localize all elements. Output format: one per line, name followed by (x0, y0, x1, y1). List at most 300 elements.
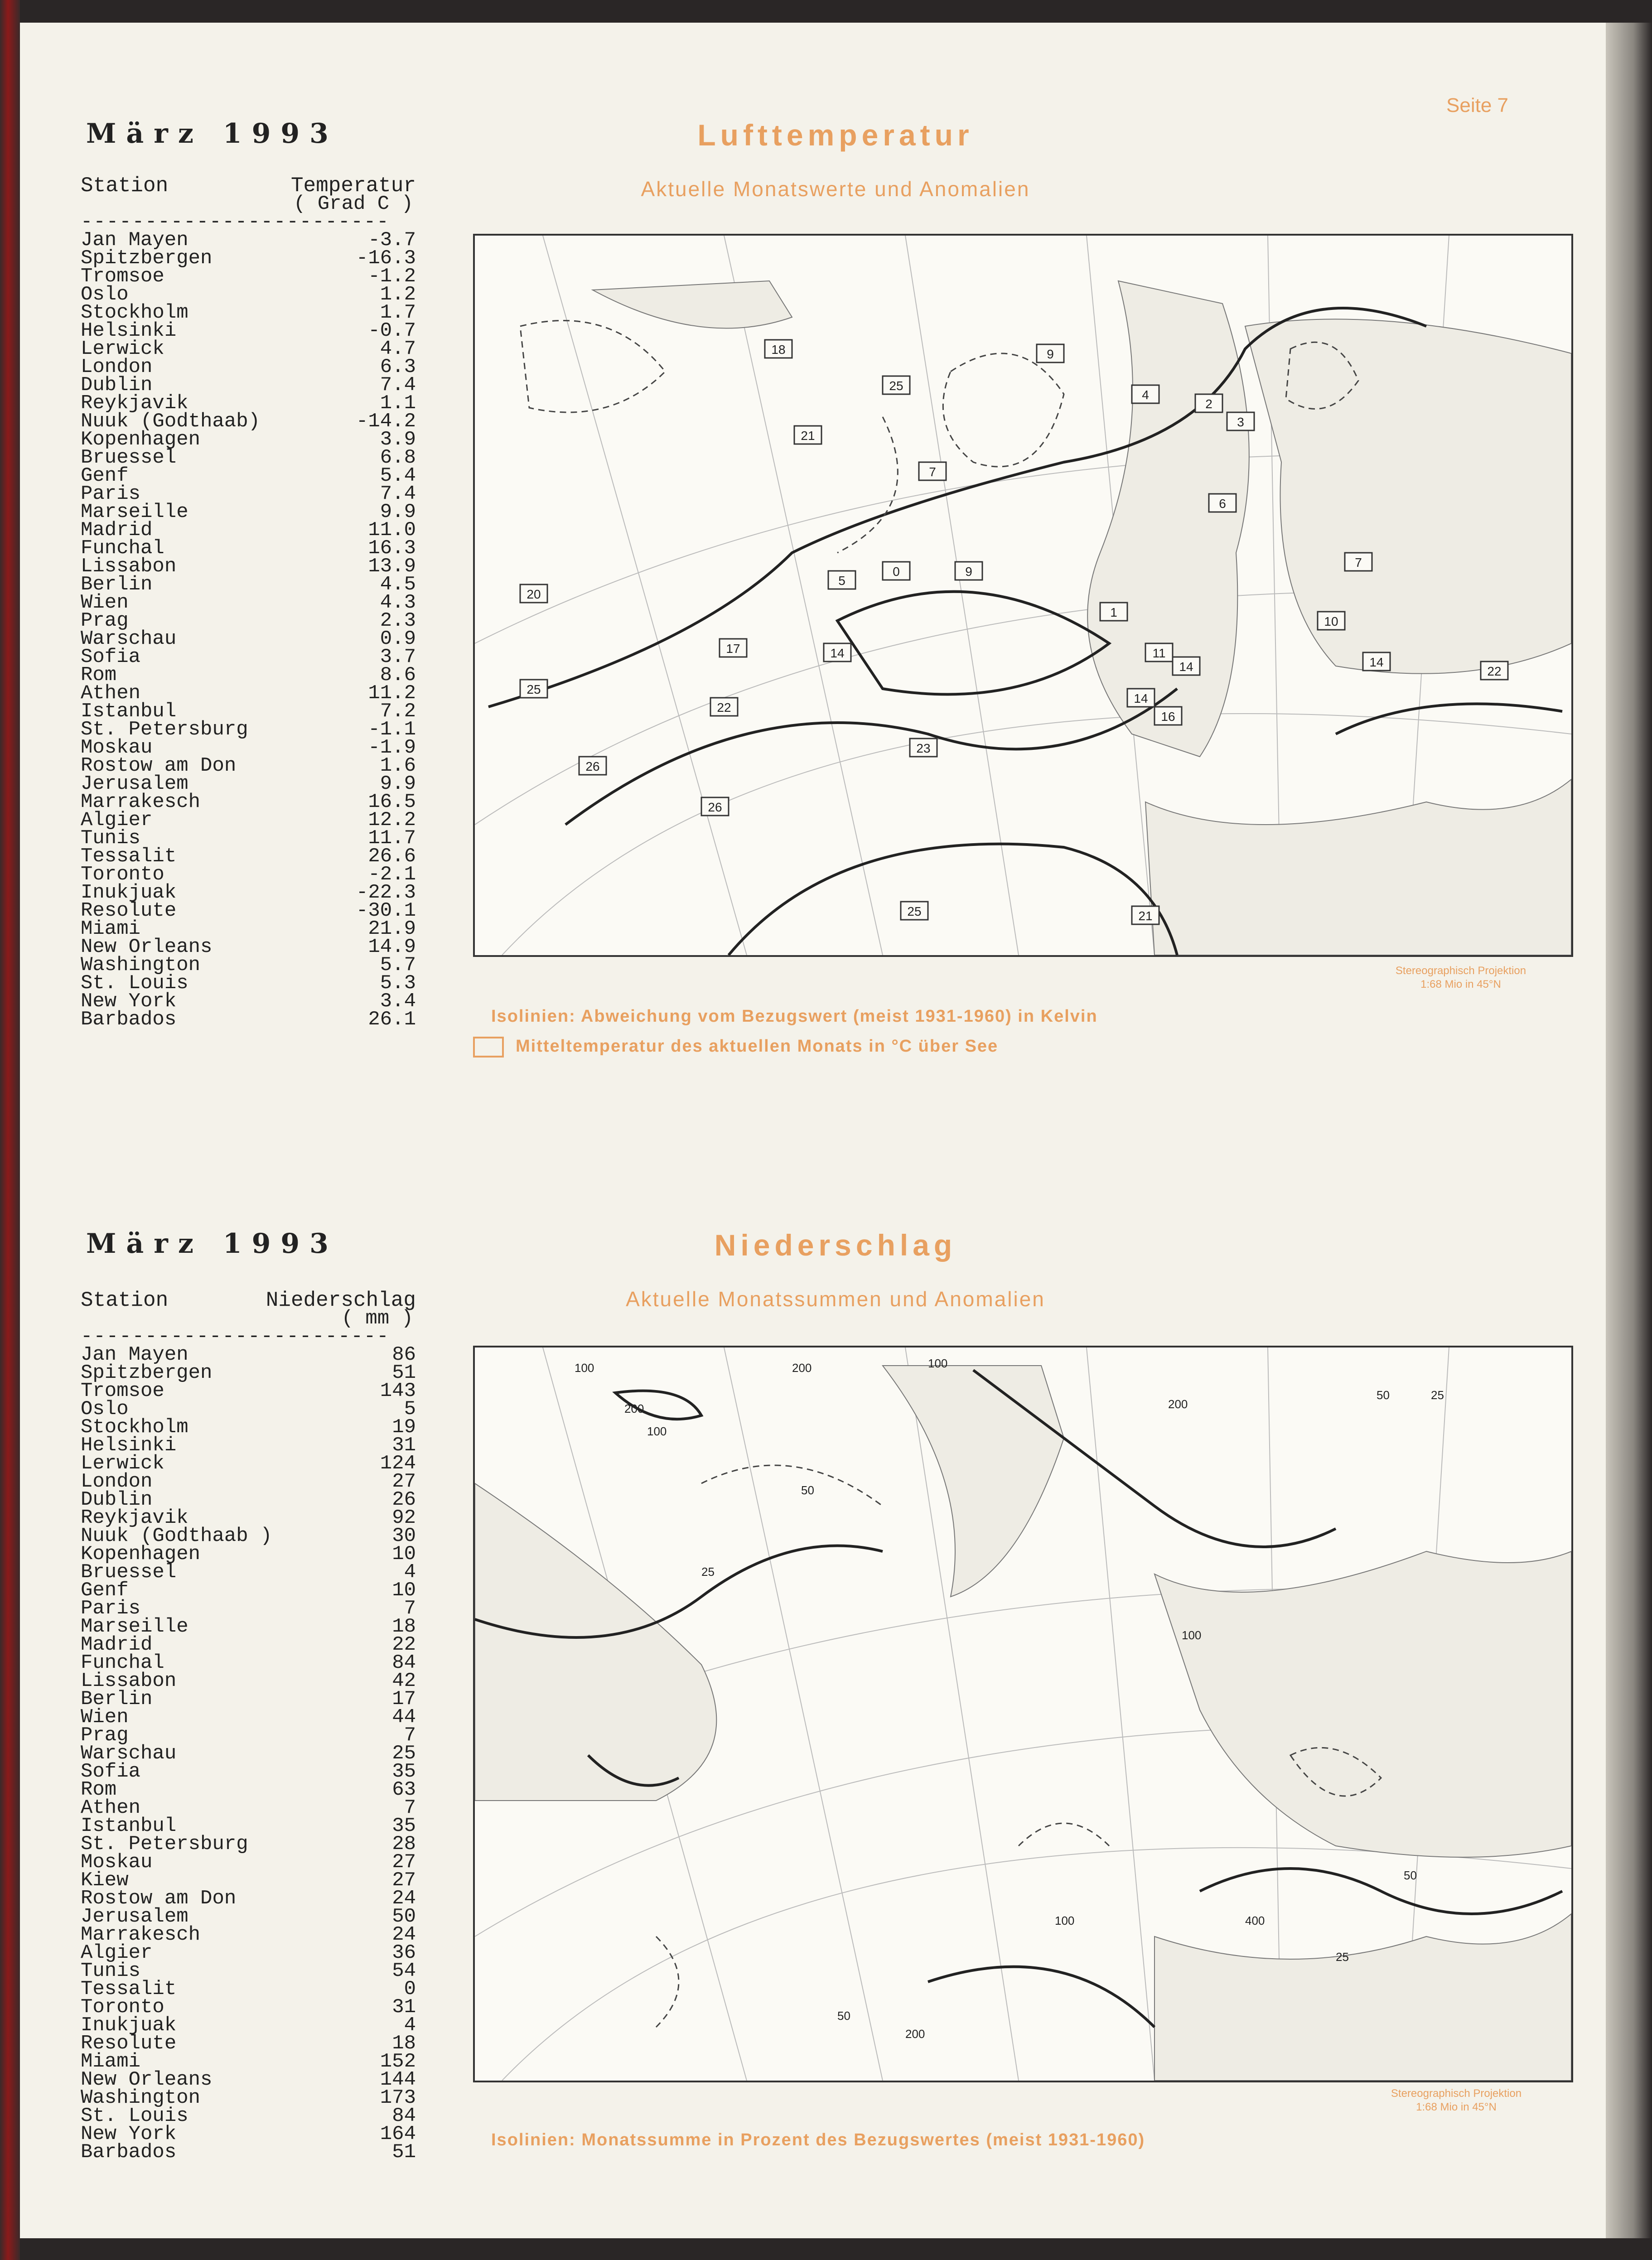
station-value: 13.9 (368, 555, 416, 578)
svg-text:14: 14 (830, 646, 845, 660)
table-row (81, 2086, 416, 2109)
section-subtitle: Aktuelle Monatssummen und Anomalien (626, 1287, 1045, 1311)
isoline-label: 25 (1431, 1388, 1444, 1402)
table-row (81, 1996, 416, 2019)
sea-temperature-box (883, 562, 910, 580)
station-name: Stockholm (81, 1416, 188, 1439)
table-row (81, 1579, 416, 1602)
isoline-label: 100 (1055, 1914, 1075, 1927)
svg-text:7: 7 (929, 465, 936, 479)
sea-temperature-box (1173, 657, 1200, 675)
table-row (81, 845, 416, 868)
table-row (81, 301, 416, 324)
table-row (81, 609, 416, 632)
legend-isolines: Isolinien: Abweichung vom Bezugswert (meist 1931-1960) in Kelvin (491, 1007, 1098, 1026)
station-value: 35 (392, 1815, 416, 1837)
book-binding (0, 0, 20, 2260)
station-name: Prag (81, 1724, 129, 1747)
table-row (81, 591, 416, 614)
table-row (81, 231, 416, 249)
table-row (81, 1869, 416, 1892)
legend-box-icon (473, 1037, 504, 1058)
station-value: 3.9 (380, 428, 416, 451)
station-value: 17 (392, 1688, 416, 1710)
sea-temperature-box (720, 639, 747, 657)
svg-text:2: 2 (1205, 397, 1212, 411)
station-value: 0 (404, 1978, 416, 2000)
month-heading: März 1993 (86, 118, 338, 150)
station-name: Genf (81, 464, 129, 487)
station-name: Washington (81, 2086, 201, 2109)
svg-text:4: 4 (1142, 388, 1149, 402)
station-value: 26.6 (368, 845, 416, 868)
station-name: Jerusalem (81, 773, 188, 795)
sea-temperature-box (824, 643, 851, 662)
station-value: 22 (392, 1633, 416, 1656)
station-name: Prag (81, 609, 129, 632)
table-row (81, 630, 416, 648)
station-value: 44 (392, 1706, 416, 1729)
station-value: 84 (392, 1652, 416, 1674)
table-row (81, 340, 416, 358)
table-row (81, 2125, 416, 2143)
table-row (81, 247, 416, 270)
table-row (81, 700, 416, 723)
station-name: Athen (81, 682, 141, 705)
station-value: -30.1 (356, 899, 416, 922)
svg-text:16: 16 (1161, 710, 1175, 724)
table-row (81, 555, 416, 578)
station-name: Resolute (81, 899, 177, 922)
station-name: Miami (81, 918, 141, 940)
station-value: 6.8 (380, 446, 416, 469)
sea-temperature-box (1209, 494, 1236, 512)
station-name: Spitzbergen (81, 247, 213, 270)
svg-text:25: 25 (907, 904, 922, 918)
table-rule: ------------------------ (81, 1328, 390, 1346)
station-name: Lerwick (81, 338, 164, 360)
station-value: 27 (392, 1851, 416, 1874)
isoline-label: 200 (905, 2027, 925, 2041)
table-row (81, 2143, 416, 2161)
sea-temperature-box (1345, 553, 1372, 571)
table-row (81, 485, 416, 503)
station-name: Resolute (81, 2032, 177, 2055)
section-title: Lufttemperatur (697, 118, 974, 152)
svg-text:14: 14 (1179, 660, 1193, 674)
table-row (81, 2068, 416, 2091)
svg-text:22: 22 (1487, 664, 1502, 678)
table-row (81, 285, 416, 304)
isoline-label: 100 (1182, 1628, 1202, 1642)
station-name: Bruessel (81, 446, 177, 469)
table-row (81, 1545, 416, 1563)
station-name: Lerwick (81, 1452, 164, 1475)
station-name: Reykjavik (81, 1507, 188, 1529)
precipitation-map-graphic (475, 1347, 1571, 2081)
station-name: Sofia (81, 646, 141, 668)
station-value: -3.7 (368, 229, 416, 251)
sea-temperature-box (1127, 689, 1154, 707)
sea-temperature-box (520, 680, 547, 698)
table-row (81, 503, 416, 521)
station-value: -1.1 (368, 718, 416, 741)
station-value: 124 (380, 1452, 416, 1475)
station-value: 86 (392, 1343, 416, 1366)
table-row (81, 537, 416, 560)
station-value: -1.2 (368, 265, 416, 288)
isoline-label: 25 (701, 1565, 715, 1579)
table-row (81, 446, 416, 469)
station-name: Helsinki (81, 319, 177, 342)
table-row (81, 1509, 416, 1527)
station-name: Nuuk (Godthaab ) (81, 1525, 272, 1547)
station-value: 5.3 (380, 972, 416, 995)
sea-temperature-box (794, 426, 821, 444)
legend-sea-temperature (473, 1037, 998, 1058)
station-value: 1.1 (380, 392, 416, 415)
station-name: Lissabon (81, 555, 177, 578)
svg-text:17: 17 (726, 642, 740, 656)
table-row (81, 1962, 416, 1980)
station-name: Jan Mayen (81, 229, 188, 251)
svg-text:25: 25 (889, 379, 903, 393)
station-name: Tunis (81, 1960, 141, 1982)
table-row (81, 1633, 416, 1656)
station-value: -22.3 (356, 881, 416, 904)
station-name: St. Louis (81, 972, 188, 995)
table-row (81, 1400, 416, 1418)
station-value: 24 (392, 1923, 416, 1946)
sea-temperature-box (710, 698, 738, 716)
station-value: 11.7 (368, 827, 416, 850)
table-row (81, 2014, 416, 2037)
table-row (81, 811, 416, 829)
station-name: Paris (81, 1597, 141, 1620)
sea-temperature-box (1363, 652, 1390, 671)
table-row (81, 1887, 416, 1910)
table-row (81, 521, 416, 539)
station-name: Kiew (81, 1869, 129, 1892)
station-name: Berlin (81, 573, 153, 596)
svg-text:6: 6 (1219, 497, 1226, 511)
station-name: Wien (81, 591, 129, 614)
station-value: 28 (392, 1833, 416, 1855)
sea-temperature-box (901, 902, 928, 920)
month-heading: März 1993 (86, 1228, 338, 1260)
svg-text:9: 9 (1047, 347, 1054, 361)
station-name: Istanbul (81, 700, 177, 723)
svg-text:3: 3 (1237, 415, 1244, 429)
projection-scale: 1:68 Mio in 45°N (1416, 2101, 1497, 2113)
table-row (81, 1980, 416, 1998)
table-row (81, 575, 416, 594)
station-value: 31 (392, 1434, 416, 1457)
table-row (81, 2052, 416, 2071)
table-row (81, 956, 416, 974)
station-name: Marseille (81, 501, 188, 523)
svg-text:21: 21 (1138, 909, 1153, 923)
station-value: 16.3 (368, 537, 416, 560)
station-name: Barbados (81, 2141, 177, 2163)
station-value: 7 (404, 1724, 416, 1747)
station-name: Rom (81, 1778, 117, 1801)
station-value: 1.6 (380, 754, 416, 777)
station-value: 51 (392, 2141, 416, 2163)
sea-temperature-box (1481, 662, 1508, 680)
table-header (81, 1289, 416, 1312)
sea-temperature-box (1145, 643, 1173, 662)
table-row (81, 392, 416, 415)
sea-temperature-box (1154, 707, 1182, 725)
svg-text:21: 21 (801, 429, 815, 443)
svg-text:14: 14 (1134, 691, 1148, 705)
table-row (81, 1343, 416, 1366)
table-row (81, 1470, 416, 1493)
sea-temperature-box (1132, 385, 1159, 403)
station-value: 1.7 (380, 301, 416, 324)
column-header-value: Temperatur (290, 174, 416, 198)
table-row (81, 1941, 416, 1964)
station-value: 35 (392, 1760, 416, 1783)
station-name: Reykjavik (81, 392, 188, 415)
station-name: Paris (81, 483, 141, 505)
station-value: 2.3 (380, 609, 416, 632)
station-value: 11.0 (368, 519, 416, 541)
station-value: 26 (392, 1488, 416, 1511)
station-value: 7 (404, 1796, 416, 1819)
station-value: 92 (392, 1507, 416, 1529)
station-name: Istanbul (81, 1815, 177, 1837)
station-value: 30 (392, 1525, 416, 1547)
sea-temperature-box (1227, 412, 1254, 430)
station-name: Madrid (81, 1633, 153, 1656)
station-name: Moskau (81, 1851, 153, 1874)
table-row (81, 2107, 416, 2125)
isoline-label: 200 (792, 1361, 812, 1375)
station-value: 5.4 (380, 464, 416, 487)
station-value: 7.4 (380, 483, 416, 505)
table-row (81, 881, 416, 904)
station-value: 18 (392, 2032, 416, 2055)
station-name: Jerusalem (81, 1905, 188, 1928)
station-name: Nuuk (Godthaab) (81, 410, 261, 433)
table-row (81, 1010, 416, 1029)
column-unit: ( mm ) (341, 1307, 413, 1330)
table-row (81, 1454, 416, 1473)
station-name: Helsinki (81, 1434, 177, 1457)
station-name: Barbados (81, 1008, 177, 1031)
station-table (81, 1291, 416, 2161)
table-row (81, 1817, 416, 1835)
station-value: 6.3 (380, 356, 416, 378)
station-value: 8.6 (380, 664, 416, 686)
table-row (81, 1851, 416, 1874)
table-row (81, 1615, 416, 1638)
station-value: 4.7 (380, 338, 416, 360)
table-row (81, 376, 416, 394)
station-value: 10 (392, 1543, 416, 1565)
projection-label: Stereographisch Projektion (1391, 2087, 1522, 2100)
station-name: Jan Mayen (81, 1343, 188, 1366)
table-body (81, 231, 416, 1029)
table-row (81, 2032, 416, 2055)
sea-temperature-box (919, 462, 946, 480)
svg-text:5: 5 (838, 574, 845, 588)
table-row (81, 1923, 416, 1946)
station-name: Marrakesch (81, 1923, 201, 1946)
station-name: Wien (81, 1706, 129, 1729)
table-row (81, 1364, 416, 1382)
svg-text:1: 1 (1110, 605, 1117, 619)
table-row (81, 1434, 416, 1457)
isoline-label: 400 (1245, 1914, 1265, 1927)
station-value: 143 (380, 1380, 416, 1402)
station-name: Tromsoe (81, 265, 164, 288)
station-value: 27 (392, 1869, 416, 1892)
sea-temperature-box (1132, 906, 1159, 924)
station-name: Genf (81, 1579, 129, 1602)
svg-text:26: 26 (585, 759, 600, 773)
svg-text:9: 9 (965, 565, 972, 579)
station-value: 24 (392, 1887, 416, 1910)
station-value: 19 (392, 1416, 416, 1439)
station-name: Kopenhagen (81, 428, 201, 451)
table-row (81, 1672, 416, 1690)
station-name: Oslo (81, 1398, 129, 1420)
table-row (81, 1527, 416, 1545)
table-row (81, 666, 416, 684)
table-row (81, 1744, 416, 1763)
table-row (81, 1907, 416, 1926)
station-name: Funchal (81, 537, 164, 560)
precipitation-map (473, 1346, 1573, 2082)
station-value: 31 (392, 1996, 416, 2019)
station-value: -2.1 (368, 863, 416, 886)
station-value: 144 (380, 2068, 416, 2091)
svg-text:20: 20 (527, 587, 541, 601)
page-edge (1606, 23, 1652, 2238)
table-row (81, 1382, 416, 1400)
station-name: Oslo (81, 283, 129, 306)
projection-scale: 1:68 Mio in 45°N (1420, 978, 1501, 990)
station-name: Rostow am Don (81, 754, 237, 777)
projection-label: Stereographisch Projektion (1395, 965, 1526, 977)
station-name: Inukjuak (81, 2014, 177, 2037)
svg-text:18: 18 (771, 343, 786, 357)
isoline-label: 200 (1168, 1397, 1188, 1411)
station-value: 164 (380, 2123, 416, 2145)
svg-text:10: 10 (1324, 614, 1338, 628)
station-name: Toronto (81, 1996, 164, 2019)
projection-note (1384, 964, 1538, 991)
sea-temperature-box (765, 340, 792, 358)
table-row (81, 319, 416, 342)
station-value: 7.4 (380, 374, 416, 396)
isoline-label: 50 (837, 2009, 850, 2023)
table-row (81, 720, 416, 739)
station-name: Toronto (81, 863, 164, 886)
station-name: Tessalit (81, 1978, 177, 2000)
sea-temperature-box (955, 562, 982, 580)
station-value: 16.5 (368, 791, 416, 813)
station-value: 42 (392, 1670, 416, 1692)
station-name: Tessalit (81, 845, 177, 868)
table-row (81, 793, 416, 811)
sea-temperature-box (520, 584, 547, 603)
station-value: 51 (392, 1362, 416, 1384)
station-name: Inukjuak (81, 881, 177, 904)
station-value: 7.2 (380, 700, 416, 723)
table-row (81, 865, 416, 884)
station-value: -0.7 (368, 319, 416, 342)
station-value: 4 (404, 1561, 416, 1584)
table-row (81, 682, 416, 705)
station-value: 12.2 (368, 809, 416, 831)
station-value: 3.4 (380, 990, 416, 1013)
sea-temperature-box (828, 571, 855, 589)
table-row (81, 1724, 416, 1747)
legend-isolines: Isolinien: Monatssumme in Prozent des Bezugswertes (meist 1931-1960) (491, 2130, 1145, 2149)
station-name: Tromsoe (81, 1380, 164, 1402)
station-value: 10 (392, 1579, 416, 1602)
temperature-map (473, 234, 1573, 957)
station-name: Dublin (81, 374, 153, 396)
sea-temperature-box (910, 739, 937, 757)
svg-text:23: 23 (916, 741, 931, 755)
station-value: 21.9 (368, 918, 416, 940)
svg-text:25: 25 (527, 682, 541, 696)
sea-temperature-box (579, 757, 606, 775)
sea-temperature-box (1037, 344, 1064, 362)
table-row (81, 1690, 416, 1708)
svg-text:14: 14 (1369, 655, 1384, 669)
station-value: 84 (392, 2105, 416, 2127)
table-row (81, 827, 416, 850)
table-rule: ------------------------ (81, 213, 390, 231)
station-name: Tunis (81, 827, 141, 850)
station-name: Spitzbergen (81, 1362, 213, 1384)
station-value: -14.2 (356, 410, 416, 433)
sea-temperature-box (883, 376, 910, 394)
temperature-map-graphic (475, 236, 1571, 955)
station-value: 5 (404, 1398, 416, 1420)
page-number: Seite 7 (1446, 94, 1508, 116)
station-name: London (81, 1470, 153, 1493)
table-row (81, 938, 416, 956)
table-row (81, 430, 416, 449)
station-name: Moskau (81, 736, 153, 759)
table-row (81, 410, 416, 433)
station-name: Madrid (81, 519, 153, 541)
table-row (81, 1654, 416, 1672)
table-header (81, 174, 416, 198)
table-row (81, 920, 416, 938)
isoline-label: 50 (801, 1483, 814, 1497)
station-name: Athen (81, 1796, 141, 1819)
column-header-station: Station (81, 1289, 169, 1312)
projection-note (1379, 2087, 1533, 2114)
station-value: 11.2 (368, 682, 416, 705)
table-row (81, 972, 416, 995)
table-body (81, 1343, 416, 2163)
svg-text:26: 26 (708, 800, 722, 814)
station-value: 1.2 (380, 283, 416, 306)
station-value: 26.1 (368, 1008, 416, 1031)
station-name: Algier (81, 1941, 153, 1964)
column-header-station: Station (81, 174, 169, 198)
column-header-value: Niederschlag (266, 1289, 416, 1312)
